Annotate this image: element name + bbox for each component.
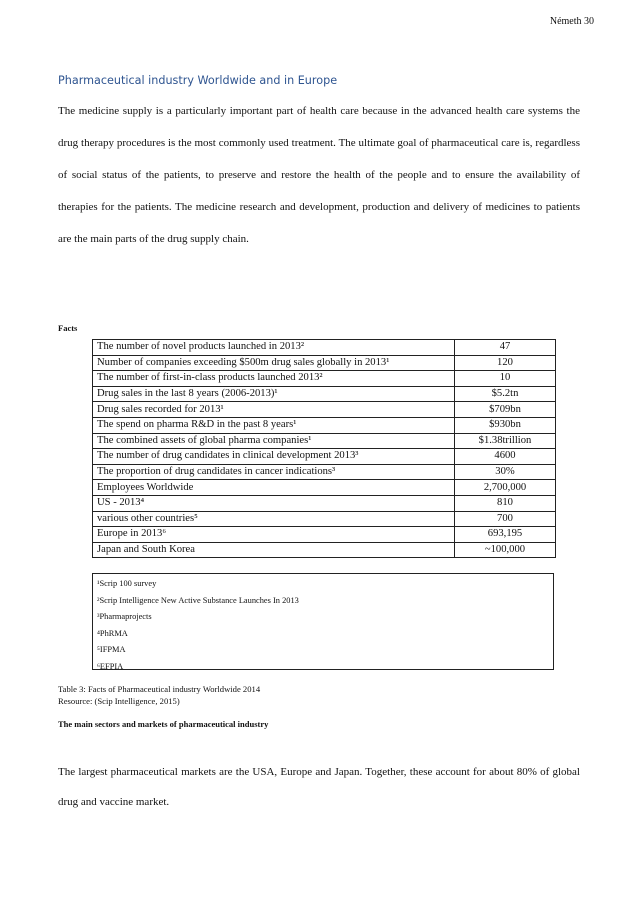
- row-label: various other countries⁵: [93, 511, 455, 527]
- table-row: [93, 480, 556, 496]
- intro-paragraph: The medicine supply is a particularly important part of health care because in the advanced health care systems the drug therapy procedures is the most commonly used treatment. The ultimate goal of pharmaceutical care is, regardless of social status of the patients, to preserve and restore the health of the people and to ensure the availability of therapies for the patients. The medicine research and development, production and delivery of medicines to patients are the main parts of the drug supply chain.: [58, 105, 580, 245]
- row-value: 10: [455, 371, 556, 387]
- row-label: Drug sales in the last 8 years (2006-2013)¹: [93, 386, 455, 402]
- caption-title: Table 3: Facts of Pharmaceutical industry Worldwide 2014: [58, 684, 261, 694]
- footnote: ⁶EFPIA: [97, 661, 124, 671]
- footnote: ⁵IFPMA: [97, 645, 126, 654]
- table-row: [93, 433, 556, 449]
- row-label: Employees Worldwide: [93, 480, 455, 496]
- row-label: Drug sales recorded for 2013¹: [93, 402, 455, 418]
- table-row: [93, 527, 556, 543]
- row-value: 47: [455, 340, 556, 356]
- footnote: ¹Scrip 100 survey: [97, 579, 157, 588]
- row-value: 30%: [455, 464, 556, 480]
- closing-paragraph: The largest pharmaceutical markets are the USA, Europe and Japan. Together, these account for about 80% of global drug and vaccine market.: [58, 766, 580, 808]
- row-value: ~100,000: [455, 542, 556, 558]
- row-label: The combined assets of global pharma companies¹: [93, 433, 455, 449]
- table-row: [93, 386, 556, 402]
- row-label: The number of first-in-class products launched 2013²: [93, 371, 455, 387]
- row-value: 700: [455, 511, 556, 527]
- table-row: [93, 464, 556, 480]
- row-value: $930bn: [455, 417, 556, 433]
- row-label: Europe in 2013⁶: [93, 527, 455, 543]
- table-row: [93, 340, 556, 356]
- row-label: The number of novel products launched in 2013²: [93, 340, 455, 356]
- row-value: 120: [455, 355, 556, 371]
- table-caption: [58, 683, 260, 707]
- facts-table: [92, 339, 556, 558]
- footnote: ³Pharmaprojects: [97, 612, 152, 621]
- facts-label: Facts: [58, 323, 78, 333]
- row-label: Japan and South Korea: [93, 542, 455, 558]
- table-footnotes: [92, 573, 554, 670]
- table-row: [93, 495, 556, 511]
- row-label: The proportion of drug candidates in cancer indications³: [93, 464, 455, 480]
- row-value: $1.38trillion: [455, 433, 556, 449]
- row-value: 693,195: [455, 527, 556, 543]
- table-row: [93, 542, 556, 558]
- table-row: [93, 511, 556, 527]
- section-heading: Pharmaceutical industry Worldwide and in Europe: [58, 74, 338, 87]
- row-label: US - 2013⁴: [93, 495, 455, 511]
- row-label: The spend on pharma R&D in the past 8 years¹: [93, 417, 455, 433]
- footnote: ²Scrip Intelligence New Active Substance Launches In 2013: [97, 595, 299, 605]
- row-value: $709bn: [455, 402, 556, 418]
- row-value: $5.2tn: [455, 386, 556, 402]
- row-label: The number of drug candidates in clinical development 2013³: [93, 449, 455, 465]
- table-row: [93, 449, 556, 465]
- row-value: 810: [455, 495, 556, 511]
- row-value: 2,700,000: [455, 480, 556, 496]
- table-row: [93, 371, 556, 387]
- page-number: Németh 30: [549, 16, 594, 27]
- row-label: Number of companies exceeding $500m drug sales globally in 2013¹: [93, 355, 455, 371]
- caption-source: Resource: (Scip Intelligence, 2015): [58, 696, 180, 706]
- row-value: 4600: [455, 449, 556, 465]
- footnote: ⁴PhRMA: [97, 628, 128, 638]
- sectors-subheading: The main sectors and markets of pharmaceutical industry: [58, 719, 269, 729]
- table-row: [93, 355, 556, 371]
- table-row: [93, 417, 556, 433]
- table-row: [93, 402, 556, 418]
